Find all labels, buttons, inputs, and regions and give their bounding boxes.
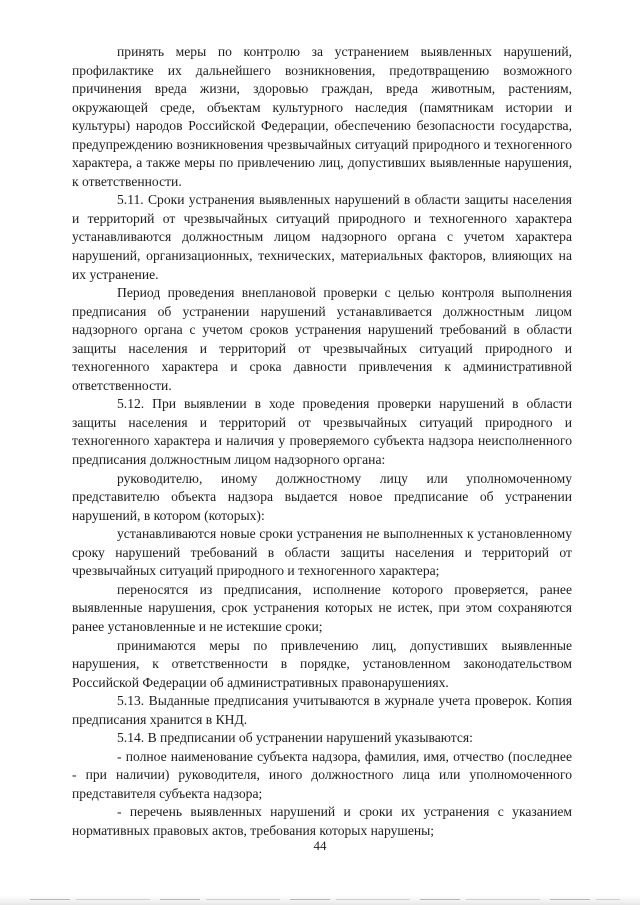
page-number: 44 — [313, 838, 327, 853]
list-item-subject-name: - полное наименование субъекта надзора, фамилия, имя, отчество (последнее - при наличии) руководителя, иного должностного лица или уполномоченного представителя субъекта надзора; — [72, 748, 572, 801]
paragraph-inspection-period: Период проведения внеплановой проверки с целью контроля выполнения предписания об устранении нарушений устанавливается должностным лицом надзорного органа с учетом сроков устранения нарушений требований в области защиты населения и территорий от чрезвычайных ситуаций природного и техногенного характера и срока давности привлечения к административной ответственности. — [72, 285, 572, 393]
paragraph-5-12: 5.12. При выявлении в ходе проведения проверки нарушений в области защиты населения и территорий от чрезвычайных ситуаций природного и техногенного характера и наличия у проверяемого субъекта надзора неисполненного предписания должностным лицом надзорного органа: — [72, 396, 572, 468]
scan-bottom-edge — [0, 895, 640, 905]
paragraph-new-deadlines: устанавливаются новые сроки устранения не выполненных к установленному сроку нарушений требований в области защиты населения и территорий от чрезвычайных ситуаций природного и техногенного характера; — [72, 526, 572, 579]
paragraph-liability-measures: принимаются меры по привлечению лиц, допустивших выявленные нарушения, к ответственности в порядке, установленном законодательством Российской Федерации об административных правонарушениях. — [72, 637, 572, 690]
paragraph-measures-continuation: принять меры по контролю за устранением выявленных нарушений, профилактике их дальнейшего возникновения, предотвращению возможного причинения вреда жизни, здоровью граждан, вреда животным, растениям, окружающей среде, объектам культурного наследия (памятникам истории и культуры) народов Российской Федерации, обеспечению безопасности государства, предупреждению возникновения чрезвычайных ситуаций природного и техногенного характера, а также меры по привлечению лиц, допустивших выявленные нарушения, к ответственности. — [72, 44, 572, 189]
paragraph-5-13: 5.13. Выданные предписания учитываются в журнале учета проверок. Копия предписания хранится в КНД. — [72, 693, 572, 727]
list-item-violations-list: - перечень выявленных нарушений и сроки их устранения с указанием нормативных правовых актов, требования которых нарушены; — [72, 804, 572, 838]
paragraph-transferred-violations: переносятся из предписания, исполнение которого проверяется, ранее выявленные нарушения, срок устранения которых не истек, при этом сохраняются ранее установленные и не истекшие сроки; — [72, 581, 572, 634]
document-body — [72, 43, 572, 841]
paragraph-5-14: 5.14. В предписании об устранении нарушений указываются: — [117, 730, 473, 746]
scan-edge-line — [30, 899, 620, 900]
paragraph-new-order-issued: руководителю, иному должностному лицу или уполномоченному представителю объекта надзора выдается новое предписание об устранении нарушений, в котором (которых): — [72, 470, 572, 523]
paragraph-5-11: 5.11. Сроки устранения выявленных нарушений в области защиты населения и территорий от чрезвычайных ситуаций природного и техногенного характера устанавливаются должностным лицом надзорного органа с учетом характера нарушений, организационных, технических, материальных факторов, влияющих на их устранение. — [72, 192, 572, 282]
